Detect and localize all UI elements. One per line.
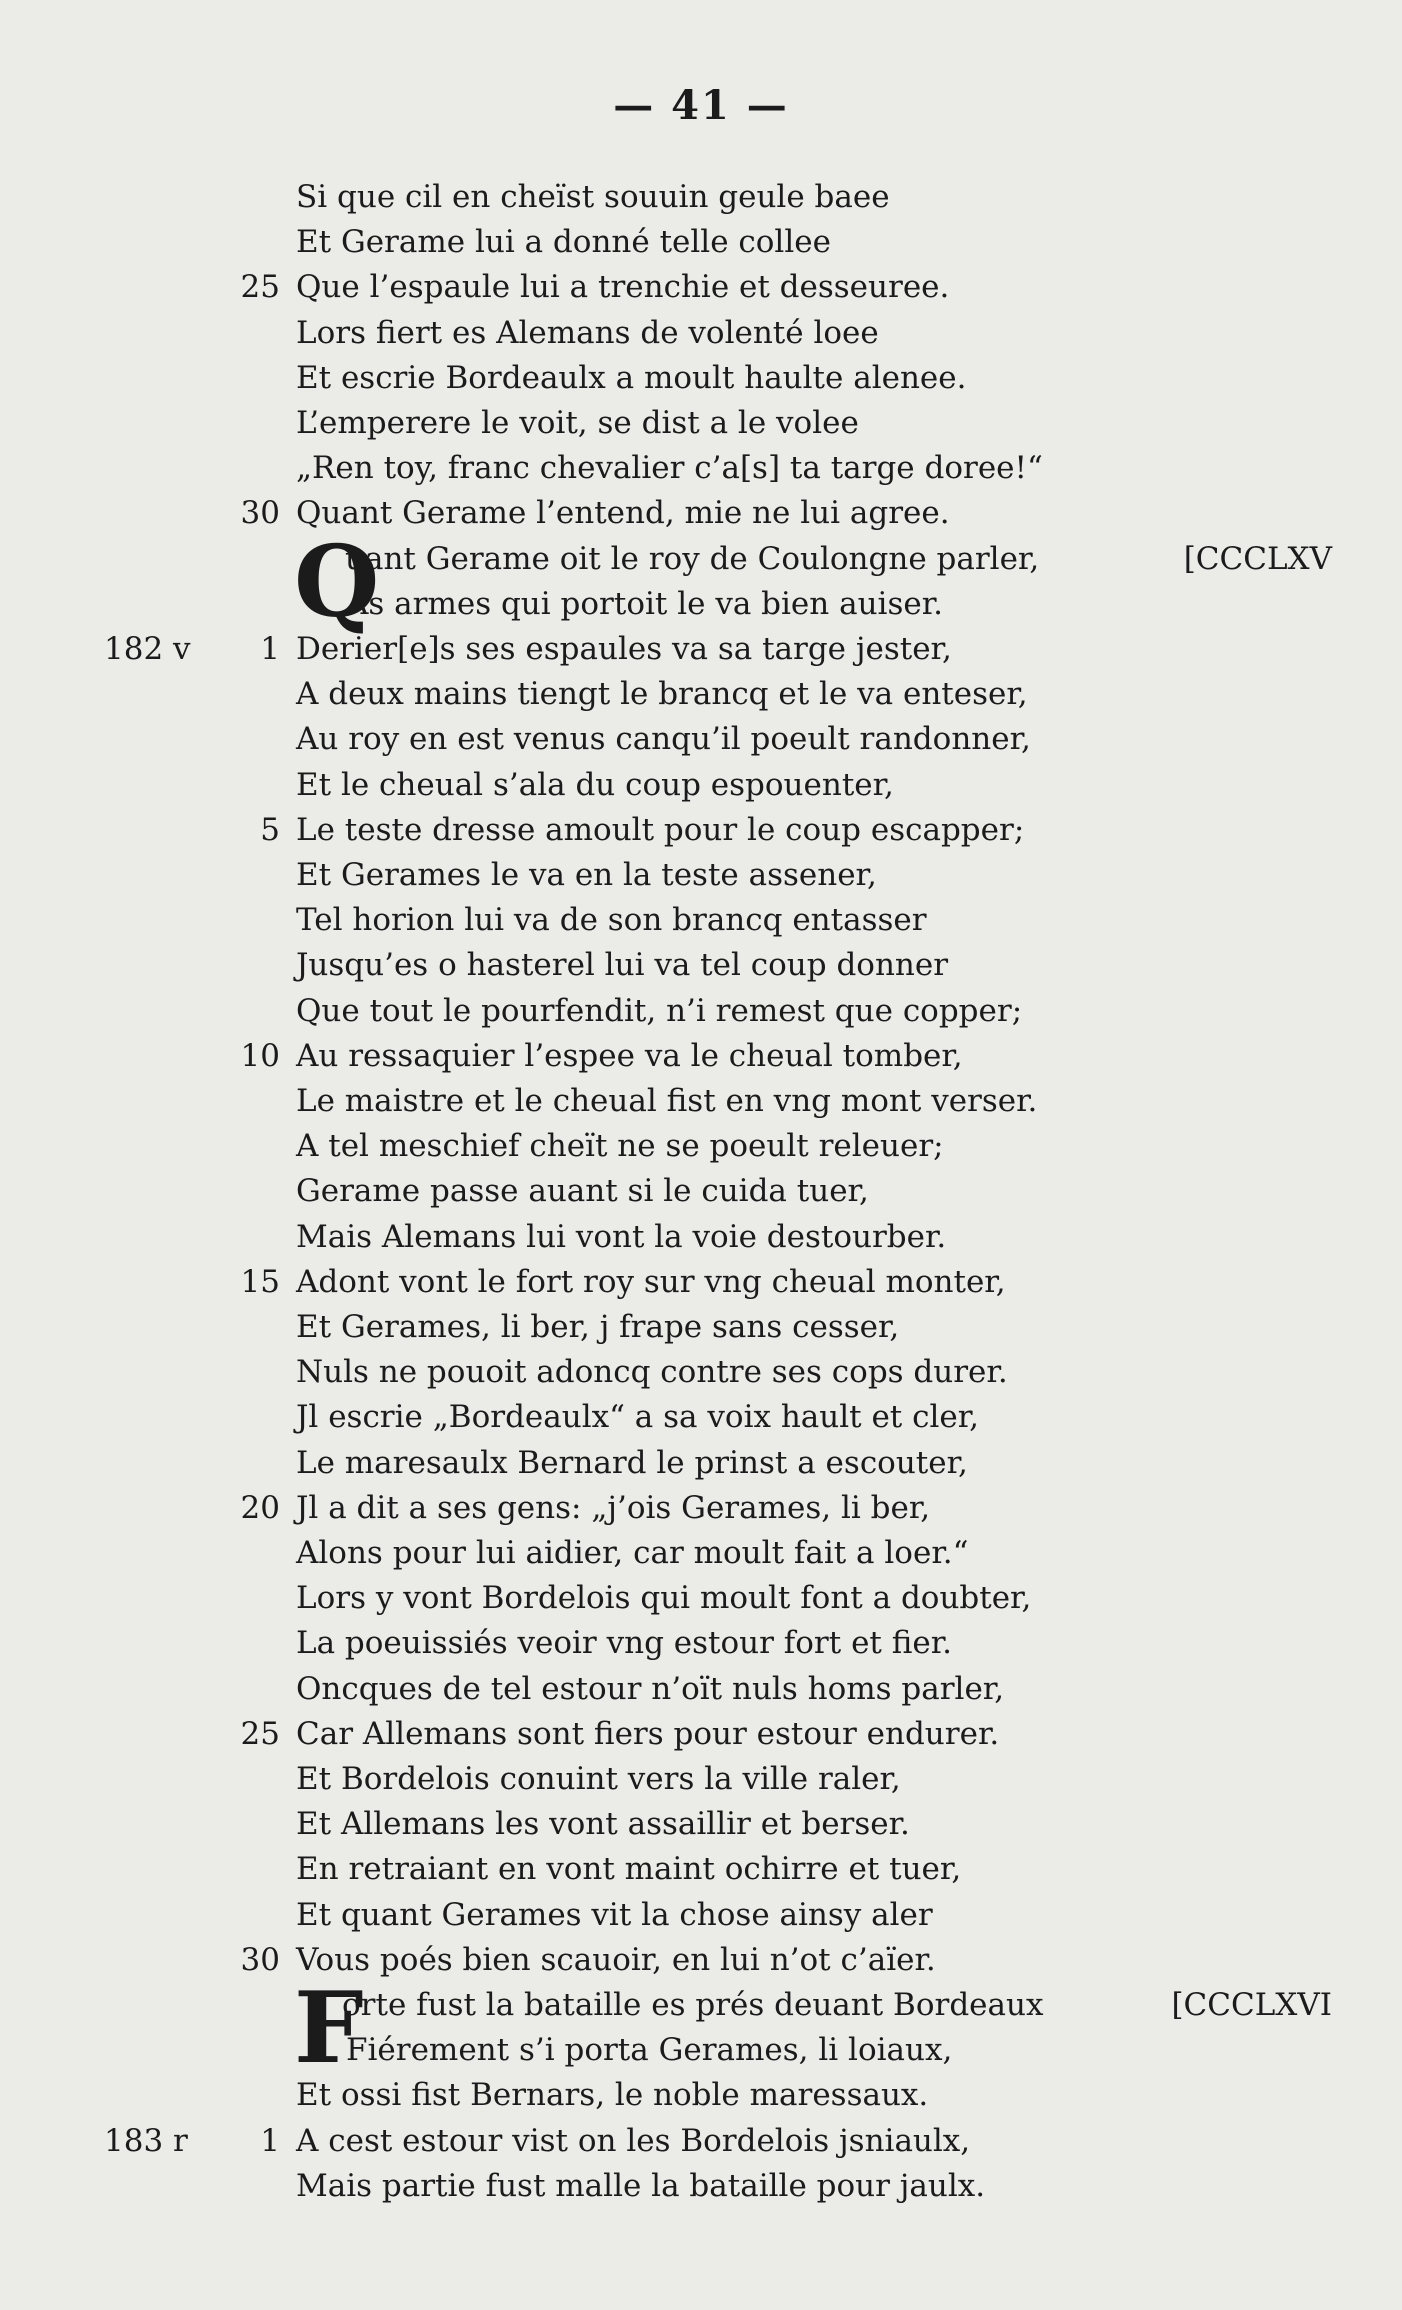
- verse-line: [0, 1847, 1402, 1892]
- verse-text: Et Gerames le va en la teste assener,: [296, 857, 877, 893]
- verse-line: [0, 1486, 1402, 1531]
- verse-line: [0, 853, 1402, 898]
- verse-text: As armes qui portoit le va bien auiser.: [346, 586, 943, 622]
- verse-line: [0, 2119, 1402, 2164]
- verse-line: [0, 175, 1402, 220]
- verse-text: Et Gerame lui a donné telle collee: [296, 224, 831, 260]
- verse-line: [0, 989, 1402, 1034]
- verse-text: Fiérement s’i porta Gerames, li loiaux,: [346, 2032, 953, 2068]
- verse-line: [0, 1893, 1402, 1938]
- laisse-number: [CCCLXVI: [1171, 1987, 1332, 2023]
- line-number: 25: [240, 269, 280, 305]
- verse-text: Lors y vont Bordelois qui moult font a doubter,: [296, 1580, 1032, 1616]
- verse-line: [0, 1034, 1402, 1079]
- verse-text: Derier[e]s ses espaules va sa targe jester,: [296, 631, 952, 667]
- verse-text: Vous poés bien scauoir, en lui n’ot c’aïer.: [296, 1942, 936, 1978]
- verse-text: A cest estour vist on les Bordelois jsniaulx,: [296, 2123, 971, 2159]
- verse-text: Si que cil en cheïst souuin geule baee: [296, 179, 890, 215]
- line-number: 1: [260, 631, 280, 667]
- verse-line: [0, 1802, 1402, 1847]
- verse-text: Gerame passe auant si le cuida tuer,: [296, 1173, 869, 1209]
- verse-line: [0, 356, 1402, 401]
- verse-line: [0, 220, 1402, 265]
- verse-line: [0, 491, 1402, 536]
- verse-line: [0, 2028, 1402, 2073]
- verse-text: Et Gerames, li ber, j frape sans cesser,: [296, 1309, 900, 1345]
- verse-text: Jl a dit a ses gens: „j’ois Gerames, li ber,: [296, 1490, 931, 1526]
- verse-line: [0, 1576, 1402, 1621]
- verse-line: [0, 1757, 1402, 1802]
- line-number: 20: [240, 1490, 280, 1526]
- verse-line: [0, 265, 1402, 310]
- line-number: 25: [240, 1716, 280, 1752]
- verse-text: Jusqu’es o hasterel lui va tel coup donner: [296, 947, 949, 983]
- verse-text: A deux mains tiengt le brancq et le va enteser,: [296, 676, 1028, 712]
- line-number: 30: [240, 495, 280, 531]
- verse-text: „Ren toy, franc chevalier c’a[s] ta targe doree!“: [296, 450, 1043, 486]
- verse-text: L’emperere le voit, se dist a le volee: [296, 405, 859, 441]
- verse-line: [0, 1124, 1402, 1169]
- verse-text: Quant Gerame l’entend, mie ne lui agree.: [296, 495, 950, 531]
- verse-line: [0, 627, 1402, 672]
- verse-line: [0, 672, 1402, 717]
- verse-text: Au roy en est venus canqu’il poeult randonner,: [296, 721, 1031, 757]
- verse-line: [0, 1395, 1402, 1440]
- verse-text: Le maresaulx Bernard le prinst a escouter,: [296, 1445, 968, 1481]
- drop-initial: F: [294, 1971, 364, 2086]
- verse-line: [0, 763, 1402, 808]
- verse-line: [0, 898, 1402, 943]
- verse-line: [0, 1079, 1402, 1124]
- verse-text: Que tout le pourfendit, n’i remest que copper;: [296, 993, 1023, 1029]
- verse-text: En retraiant en vont maint ochirre et tuer,: [296, 1851, 962, 1887]
- verse-line: [0, 1712, 1402, 1757]
- verse-line: [0, 1350, 1402, 1395]
- page-number: — 41 —: [613, 82, 789, 129]
- verse-text: Au ressaquier l’espee va le cheual tomber,: [296, 1038, 963, 1074]
- verse-text: Jl escrie „Bordeaulx“ a sa voix hault et cler,: [296, 1399, 979, 1435]
- verse-text: Oncques de tel estour n’oït nuls homs parler,: [296, 1671, 1005, 1707]
- verse-text: Mais Alemans lui vont la voie destourber.: [296, 1219, 947, 1255]
- verse-line: [0, 311, 1402, 356]
- verse-text: Et Allemans les vont assaillir et berser.: [296, 1806, 910, 1842]
- verse-line: [0, 1531, 1402, 1576]
- verse-line: [0, 717, 1402, 762]
- verse-line: [0, 1621, 1402, 1666]
- verse-text: uant Gerame oit le roy de Coulongne parler,: [345, 541, 1040, 577]
- verse-line: [0, 446, 1402, 491]
- verse-text: La poeuissiés veoir vng estour fort et fier.: [296, 1625, 953, 1661]
- line-number: 10: [240, 1038, 280, 1074]
- verse-text: Et quant Gerames vit la chose ainsy aler: [296, 1897, 933, 1933]
- verse-text: Alons pour lui aidier, car moult fait a loer.“: [296, 1535, 969, 1571]
- verse-line: [0, 2164, 1402, 2209]
- verse-text: Et le cheual s’ala du coup espouenter,: [296, 767, 894, 803]
- line-number: 5: [260, 812, 280, 848]
- verse-text: orte fust la bataille es prés deuant Bordeaux: [342, 1987, 1044, 2023]
- verse-line: [0, 943, 1402, 988]
- line-number: 1: [260, 2123, 280, 2159]
- verse-text: A tel meschief cheït ne se poeult releuer;: [296, 1128, 944, 1164]
- verse-text: Et ossi fist Bernars, le noble maressaux.: [296, 2077, 929, 2113]
- verse-line: [0, 1667, 1402, 1712]
- folio-reference: 183 r: [104, 2123, 188, 2159]
- verse-text: Mais partie fust malle la bataille pour jaulx.: [296, 2168, 986, 2204]
- verse-line: [0, 401, 1402, 446]
- verse-text: Le teste dresse amoult pour le coup escapper;: [296, 812, 1025, 848]
- verse-text: Que l’espaule lui a trenchie et desseuree.: [296, 269, 950, 305]
- laisse-number: [CCCLXV: [1183, 541, 1332, 577]
- verse-line: [0, 582, 1402, 627]
- verse-text: Tel horion lui va de son brancq entasser: [296, 902, 927, 938]
- verse-text: Et escrie Bordeaulx a moult haulte alenee.: [296, 360, 967, 396]
- verse-line: [0, 1215, 1402, 1260]
- verse-line: [0, 1441, 1402, 1486]
- drop-initial: Q: [294, 525, 380, 640]
- verse-line: [0, 1169, 1402, 1214]
- verse-text: Nuls ne pouoit adoncq contre ses cops durer.: [296, 1354, 1008, 1390]
- folio-reference: 182 v: [104, 631, 191, 667]
- line-number: 30: [240, 1942, 280, 1978]
- line-number: 15: [240, 1264, 280, 1300]
- verse-line: [0, 1260, 1402, 1305]
- verse-line: [0, 2073, 1402, 2118]
- verse-text: Car Allemans sont fiers pour estour endurer.: [296, 1716, 1000, 1752]
- verse-line: [0, 808, 1402, 853]
- verse-text: Lors fiert es Alemans de volenté loee: [296, 315, 879, 351]
- verse-line: [0, 1938, 1402, 1983]
- verse-line: [0, 1305, 1402, 1350]
- verse-text: Le maistre et le cheual fist en vng mont verser.: [296, 1083, 1038, 1119]
- verse-text: Et Bordelois conuint vers la ville raler,: [296, 1761, 901, 1797]
- verse-text: Adont vont le fort roy sur vng cheual monter,: [296, 1264, 1006, 1300]
